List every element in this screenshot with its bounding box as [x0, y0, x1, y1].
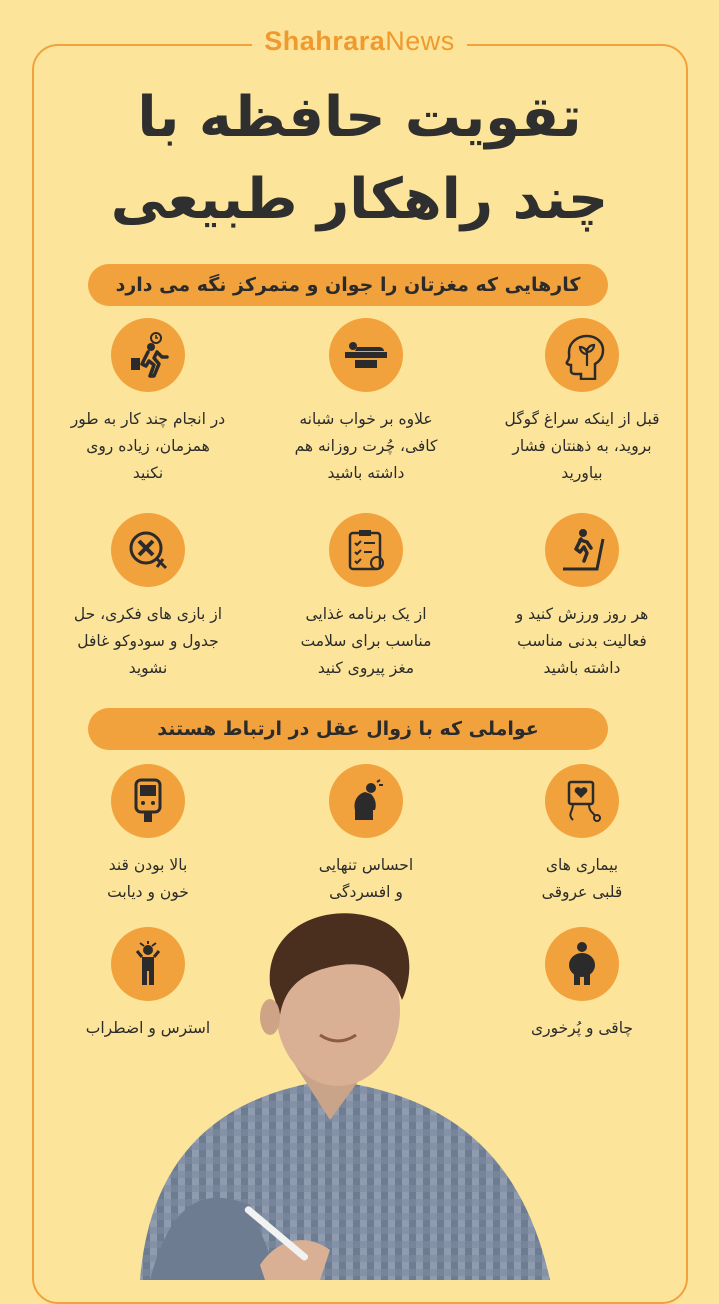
student-writing-image [80, 905, 600, 1280]
brand-name-bold: Shahrara [264, 26, 386, 56]
factor-item [266, 764, 466, 906]
tip-item [482, 513, 682, 682]
tip-item [482, 318, 682, 487]
glucometer-icon [111, 764, 185, 838]
page-title-line1: تقویت حافظه با [137, 85, 582, 150]
brand-logo [0, 26, 719, 57]
factor-text: چاقی و پُرخوری [530, 1019, 634, 1037]
factor-item [482, 764, 682, 906]
tip-item [266, 318, 466, 487]
factor-item [48, 764, 248, 906]
factor-text: بالا بودن قند خون و دیابت [107, 856, 189, 901]
lonely-person-icon [329, 764, 403, 838]
page-title-line2: چند راهکار طبیعی [110, 167, 609, 232]
factor-text: استرس و اضطراب [85, 1019, 211, 1037]
puzzle-game-icon [111, 513, 185, 587]
factor-text: احساس تنهایی و افسردگی [318, 856, 414, 901]
tip-text: از یک برنامه غذایی مناسب برای سلامت مغز پیروی کنید [300, 605, 432, 677]
sleeping-bed-icon [329, 318, 403, 392]
diet-clipboard-icon [329, 513, 403, 587]
section1-heading: کارهایی که مغزتان را جوان و متمرکز نگه می دارد [88, 264, 608, 306]
tip-item [266, 513, 466, 682]
tip-text: در انجام چند کار به طور همزمان، زیاده روی نکنید [70, 410, 226, 482]
factor-text: بیماری های قلبی عروقی [541, 856, 623, 901]
brand-name-light: News [385, 26, 455, 56]
running-clock-icon [111, 318, 185, 392]
treadmill-icon [545, 513, 619, 587]
tip-text: هر روز ورزش کنید و فعالیت بدنی مناسب داشته باشید [515, 605, 649, 677]
heart-monitor-icon [545, 764, 619, 838]
tip-item [48, 513, 248, 682]
tip-text: قبل از اینکه سراغ گوگل بروید، به ذهنتان فشار بیاورید [504, 410, 660, 482]
tip-text: از بازی های فکری، حل جدول و سودوکو غافل نشوید [73, 605, 223, 677]
brain-plant-icon [545, 318, 619, 392]
tip-text: علاوه بر خواب شبانه کافی، چُرت روزانه هم داشته باشید [294, 410, 438, 482]
section2-heading: عواملی که با زوال عقل در ارتباط هستند [88, 708, 608, 750]
tip-item [48, 318, 248, 487]
